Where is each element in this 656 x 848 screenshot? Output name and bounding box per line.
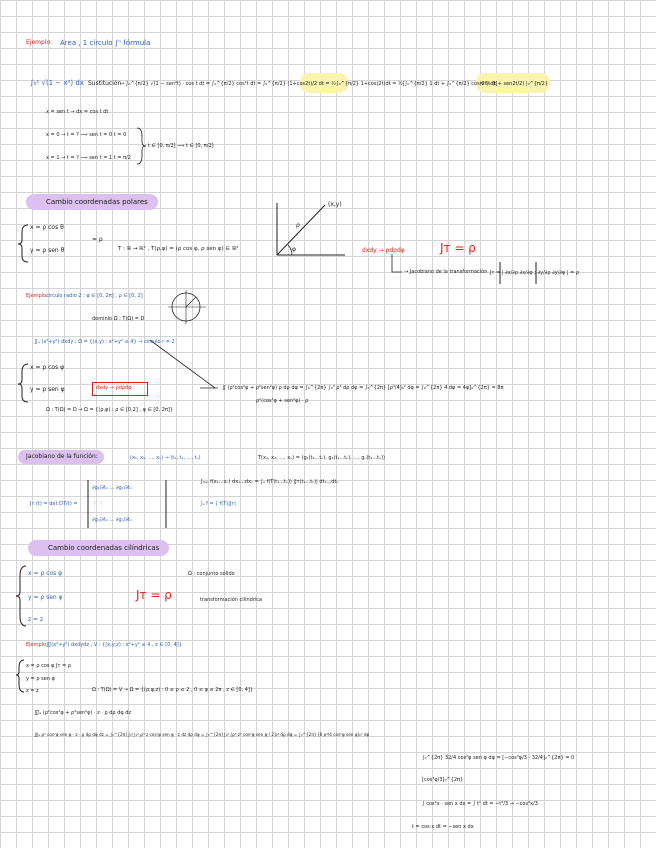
cyl-system-brace (16, 566, 26, 626)
ex3-eq-x: x = ρ cos φ Jᴛ = ρ (26, 663, 71, 669)
polar-eq-y: y = ρ sen θ (30, 247, 65, 254)
example-omega: Ω : T(Ω) = D → Ω = {(ρ,φ) : ρ ∈ [0,2] , φ ∈ [0, 2π]} (46, 407, 174, 413)
sub-note-1: x = sen t → dx = cos t dt (46, 109, 109, 115)
polar-title: Cambio coordenadas polares (26, 194, 158, 210)
example-heading-2: Ejemplo: (26, 293, 48, 299)
polar-transform: T : ℝ → ℝ² , T(ρ,φ) = (ρ cos φ, ρ sen φ) ∈ ℝ² (118, 246, 239, 252)
ex3-line-2: ∭ₐ ρ³ cos²φ sen φ · z · ρ dρ dφ dz = ∫₀^{2π}∫₀²∫₀⁴ ρ³ z cos²φ sen φ · z dz dρ dφ = ∫₀^{2π}∫₀² [ρ³ z² cos²φ sen φ / 2]₀⁴ dρ dφ = ∫₀^{2π} [8 ρ⁴/4 cos²φ sen φ]₀² dφ (34, 732, 370, 737)
jacobian-title: Jacobiano de la función: (18, 450, 104, 464)
example-heading-1-text: Área , 1 círculo ∫ⁿ fórmula (60, 39, 151, 47)
example-result-sub: ρ²(cos²φ + sen²φ) · ρ (256, 398, 309, 404)
ex3-line-4: [cos³φ/3]₀^{2π} (422, 777, 464, 783)
sub-note-2: x = 0 → t = ? ⟹ sen t = 0 t = 0 (46, 132, 127, 138)
polar-point: (x,y) (328, 201, 342, 208)
polar-system-brace (18, 225, 28, 262)
example-eq-y: y = ρ sen φ (30, 386, 65, 393)
cyl-note-2: transformación cilíndrica (200, 597, 263, 603)
ex3-eq-z: z = z (26, 688, 39, 694)
cyl-eq-z: z = z (28, 616, 44, 623)
example-eq-x: x = ρ cos φ (30, 364, 65, 371)
ex3-line-3: ∫₀^{2π} 32/4 cos²φ sen φ dφ = [−cos³φ/3 · 32/4]₀^{2π} = 0 (422, 755, 575, 761)
integral-chain: → ∫₀^{π/2} √(1 − sen²t) · cos t dt = ∫₀^{π/2} cos²t dt = ∫₀^{π/2} (1+cos2t)/2 dt = ½∫₀^{π/2} 1+cos(2t)dt = ½[∫₀^{π/2} 1 dt + ∫₀^{π/2} cos(2t) dt] (120, 81, 498, 87)
cyl-eq-x: x = ρ cos φ (28, 570, 63, 577)
ex3-eq-y: y = ρ sen φ (26, 676, 55, 682)
polar-eq-side: = ρ (92, 236, 103, 243)
sub-note-4: t ∈ [0, π/2] ⟹ t ∈ [0, π/2] (148, 143, 214, 149)
jacobian-change: ∫ₜ₍ₐ₎ f(x₁...xₙ) dx₁...dxₙ = ∫ₐ f(T(t₁...tₙ)) |Jᴛ(t₁...tₙ)| dt₁...dtₙ (200, 479, 339, 485)
polar-jac-matrix: Jᴛ = | ∂x/∂ρ ∂x/∂φ ; ∂y/∂ρ ∂y/∂φ | = ρ (490, 270, 580, 276)
example-result: ∬ (ρ²cos²φ + ρ²sen²φ) ρ dρ dφ = ∫₀^{2π} ∫₀² ρ³ dρ dφ = ∫₀^{2π} [ρ⁴/4]₀² dφ = ∫₀^{2π} 4 dφ = 4φ]₀^{2π} = 8π (222, 385, 504, 391)
polar-rho: ρ (296, 222, 300, 229)
jacobian-mapping: (x₁, x₂, ..., xₙ) → (t₁, t₂, ..., tₙ) (130, 455, 201, 461)
jacobian-tdef: T(x₁, x₂, ..., xₙ) = (g₁(t₁...tₙ), g₂(t₁...tₙ), ..., gₙ(t₁...tₙ)) (258, 455, 385, 461)
example-heading-1: Ejemplo: (26, 39, 53, 46)
matrix-row-2: ⋮ ⋮ (92, 501, 104, 507)
jacobian-short: ∫ₐ f = ∫ f(T)|Jᴛ| (200, 501, 236, 507)
polar-dxdy: dxdy → ρdρdφ (362, 247, 405, 254)
example-heading-3-text: ∭(x²+y²) dxdydz , V : {(x,y,z) : x²+y² ≤ 4 , z ∈ [0, 4]} (46, 642, 182, 648)
cyl-jacobian: Jᴛ = ρ (136, 588, 172, 602)
example-region: dominio Ω : T(Ω) = D (92, 316, 145, 322)
example-box-text: dxdy → ρdρdφ (96, 385, 132, 391)
ex3-line-5: ∫ cos²x · sen x dx = ∫ t² dt = −t³/3 → −cos³x/3 (422, 801, 538, 807)
example-system-brace (18, 364, 28, 402)
jacobian-label: Jᴛ (t) = det DT(t) = (30, 501, 78, 507)
cyl-note-1: Ω : conjunto sólido (188, 571, 235, 577)
matrix-row-1: ∂g₁/∂t₁ ... ∂g₁/∂tₙ (92, 485, 132, 491)
example2-brace (16, 660, 24, 692)
circle-sketch (168, 290, 206, 324)
jac-note-arrow (392, 254, 402, 272)
substitution-label: Sustitución (88, 80, 122, 87)
cylindrical-title: Cambio coordenadas cilíndricas (28, 540, 169, 556)
polar-jacobian: Jᴛ = ρ (440, 241, 476, 255)
sub-note-3: x = 1 → t = ? ⟹ sen t = 1 t = π/2 (46, 155, 131, 161)
integral-chain-end: = ½ (t + sen2t/2) |₀^{π/2} (480, 81, 549, 87)
example-double-integral: ∬ₐ (x²+y²) dxdy ; Ω = {(x,y) : x²+y² ≤ 4} → círculo r = 2 (34, 339, 175, 345)
polar-axes-diagram (277, 203, 345, 255)
limits-brace (137, 128, 146, 164)
ex3-line-1: ∭ₐ (ρ²cos²φ + ρ²sen²φ) · z · ρ dρ dφ dz (34, 710, 132, 716)
cyl-eq-y: y = ρ sen φ (28, 594, 63, 601)
ex3-line-6: t = cos x dt = −sen x dx (412, 824, 474, 830)
integral-main: ∫₀¹ √(1 − x²) dx (30, 79, 84, 87)
example-heading-2-text: círculo radio 2 ; φ ∈ [0, 2π] ; ρ ∈ [0, 2] (46, 293, 143, 299)
polar-eq-x: x = ρ cos θ (30, 224, 64, 231)
ex3-omega: Ω : T(Ω) = V → Ω = {(ρ,φ,z) : 0 ≤ ρ ≤ 2 , 0 ≤ φ ≤ 2π , z ∈ [0, 4]} (92, 687, 254, 693)
polar-jac-note: → Jacobiano de la transformación (404, 269, 488, 275)
polar-phi: φ (292, 246, 296, 253)
example-heading-3: Ejemplo: (26, 642, 48, 648)
link-arrow (150, 340, 215, 388)
matrix-row-3: ∂gₙ/∂t₁ ... ∂gₙ/∂tₙ (92, 517, 132, 523)
